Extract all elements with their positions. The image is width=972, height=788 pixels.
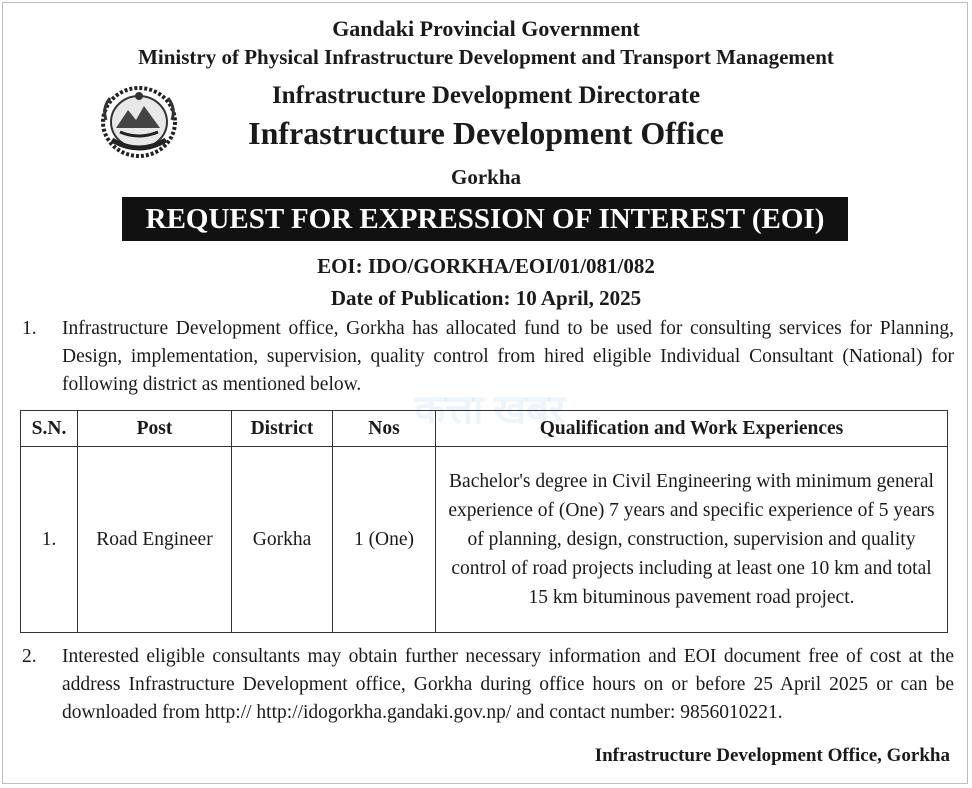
eoi-banner: REQUEST FOR EXPRESSION OF INTEREST (EOI) [122,197,848,241]
government-name: Gandaki Provincial Government [332,16,640,41]
cell-post: Road Engineer [78,447,232,633]
ministry-name: Ministry of Physical Infrastructure Development and Transport Management [138,45,834,69]
cell-nos: 1 (One) [333,447,436,633]
header-qualification: Qualification and Work Experiences [436,411,948,447]
signature-line: Infrastructure Development Office, Gorkha [594,745,950,766]
paragraph-number: 1. [22,318,37,339]
table-header-row [21,411,948,447]
paragraph-text: Infrastructure Development office, Gorkha has allocated fund to be used for consulting services for Planning, Design, implementation, supervision, quality control from hired eligible Individual Consultant (National) for following district as mentioned below. [62,318,954,395]
cell-qualification: Bachelor's degree in Civil Engineering with minimum general experience of (One) 7 years and specific experience of 5 years of planning, design, construction, supervision and quality control of road projects including at least one 10 km and total 15 km bituminous pavement road project. [436,447,948,633]
publication-date: Date of Publication: 10 April, 2025 [330,286,642,310]
positions-table [20,410,948,633]
cell-sn: 1. [21,447,78,633]
eoi-number: EOI: IDO/GORKHA/EOI/01/081/082 [317,254,655,278]
header-post: Post [78,411,232,447]
header-district: District [232,411,333,447]
table-row [21,447,948,633]
header-nos: Nos [333,411,436,447]
watermark: कत्ता खबर [414,387,566,432]
directorate-name: Infrastructure Development Directorate [271,82,701,109]
cell-district: Gorkha [232,447,333,633]
office-name: Infrastructure Development Office [248,115,724,151]
paragraph-number: 2. [22,646,37,667]
paragraph-text: Interested eligible consultants may obtain further necessary information and EOI document free of cost at the address Infrastructure Development office, Gorkha during office hours on or before 25 April 2025 or can be downloaded from http:// http://idogorkha.gandaki.gov.np/ and contact number: 9856010221. [62,646,954,723]
city-name: Gorkha [450,165,521,189]
header-sn: S.N. [21,411,78,447]
